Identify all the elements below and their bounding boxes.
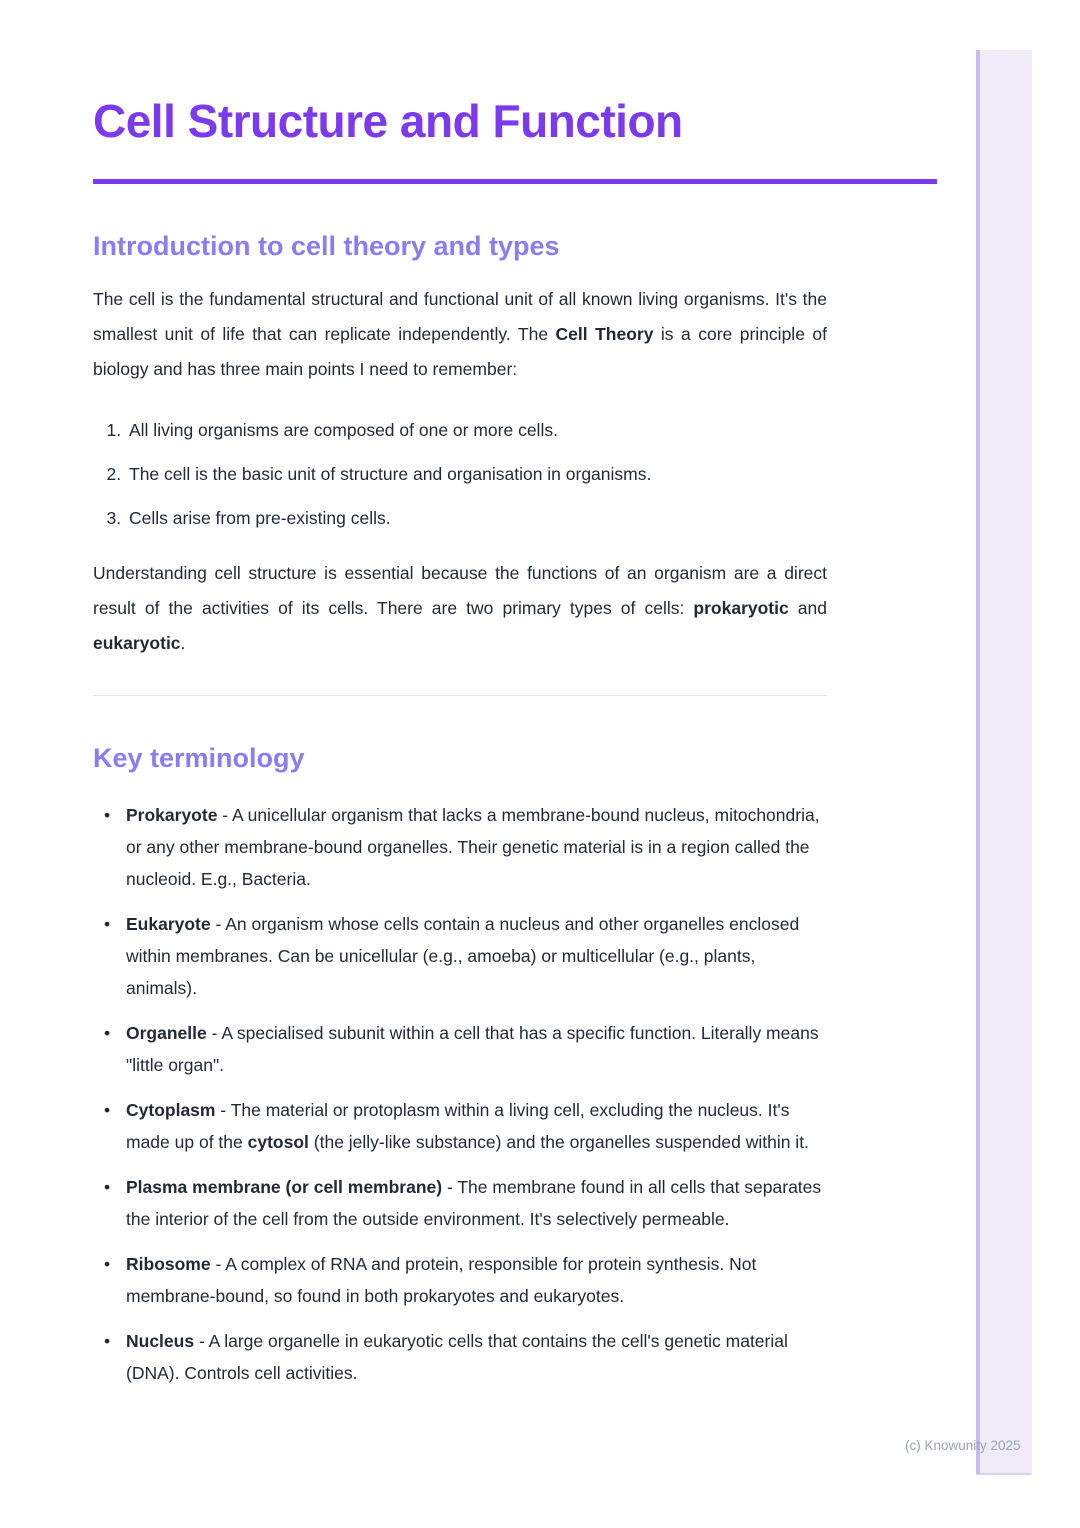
list-item: 3. Cells arise from pre-existing cells. bbox=[126, 501, 813, 536]
bold-text-run: Eukaryote bbox=[126, 914, 211, 934]
section-divider bbox=[93, 695, 827, 696]
bold-text-run: Cell Theory bbox=[555, 324, 654, 344]
bold-text-run: Organelle bbox=[126, 1023, 207, 1043]
text-run: and bbox=[788, 598, 828, 618]
list-item: 2. The cell is the basic unit of structure and organisation in organisms. bbox=[126, 457, 813, 492]
bold-text-run: Ribosome bbox=[126, 1254, 211, 1274]
bold-text-run: cytosol bbox=[247, 1132, 309, 1152]
title-underline-rule bbox=[93, 179, 937, 184]
bold-text-run: eukaryotic bbox=[93, 633, 181, 653]
page-content bbox=[93, 0, 937, 1402]
copyright-watermark: (c) Knowunity 2025 bbox=[905, 1438, 1021, 1453]
bold-text-run: prokaryotic bbox=[693, 598, 789, 618]
intro-paragraph-2 bbox=[93, 556, 827, 661]
text-run: - A large organelle in eukaryotic cells that contains the cell's genetic material (DNA). Controls cell activities. bbox=[126, 1331, 788, 1383]
text-run: - An organism whose cells contain a nucleus and other organelles enclosed within membranes. Can be unicellular (e.g., amoeba) or multicellular (e.g., plants, animals). bbox=[126, 914, 800, 998]
bold-text-run: Cytoplasm bbox=[126, 1100, 216, 1120]
list-item bbox=[93, 1094, 827, 1158]
text-run: - A specialised subunit within a cell that has a specific function. Literally means "little organ". bbox=[126, 1023, 819, 1075]
list-item bbox=[93, 1017, 827, 1081]
next-page-edge-panel bbox=[976, 50, 1032, 1475]
text-run: Understanding cell structure is essential because the functions of an organism are a direct result of the activities of its cells. There are two primary types of cells: bbox=[93, 563, 827, 618]
cell-theory-points-list bbox=[93, 413, 813, 536]
text-run: - The membrane found in all cells that separates the interior of the cell from the outside environment. It's selectively permeable. bbox=[126, 1177, 822, 1229]
list-item bbox=[93, 908, 827, 1004]
list-item bbox=[93, 799, 827, 895]
list-item bbox=[93, 1171, 827, 1235]
terminology-list bbox=[93, 799, 827, 1389]
section-introduction bbox=[93, 230, 937, 661]
section-heading-introduction: Introduction to cell theory and types bbox=[93, 231, 560, 261]
text-run: . bbox=[180, 633, 186, 653]
list-item: 1. All living organisms are composed of one or more cells. bbox=[126, 413, 813, 448]
section-heading-terminology: Key terminology bbox=[93, 743, 305, 773]
bold-text-run: Nucleus bbox=[126, 1331, 195, 1351]
section-key-terminology bbox=[93, 742, 937, 1389]
intro-paragraph-1 bbox=[93, 282, 827, 387]
text-run: - The material or protoplasm within a living cell, excluding the nucleus. It's made up of the bbox=[126, 1100, 790, 1152]
page-title: Cell Structure and Function bbox=[93, 95, 683, 147]
text-run: The cell is the fundamental structural and functional unit of all known living organisms. It's the smallest unit of life that can replicate independently. The bbox=[93, 289, 827, 344]
text-run: (the jelly-like substance) and the organelles suspended within it. bbox=[308, 1132, 809, 1152]
text-run: - A complex of RNA and protein, responsible for protein synthesis. Not membrane-bound, so found in both prokaryotes and eukaryotes. bbox=[126, 1254, 757, 1306]
list-item bbox=[93, 1248, 827, 1312]
list-item bbox=[93, 1325, 827, 1389]
text-run: is a core principle of biology and has three main points I need to remember: bbox=[93, 324, 827, 379]
bold-text-run: Plasma membrane (or cell membrane) bbox=[126, 1177, 443, 1197]
bold-text-run: Prokaryote bbox=[126, 805, 218, 825]
text-run: - A unicellular organism that lacks a membrane-bound nucleus, mitochondria, or any other membrane-bound organelles. Their genetic material is in a region called the nucleoid. E.g., Bacteria. bbox=[126, 805, 820, 889]
